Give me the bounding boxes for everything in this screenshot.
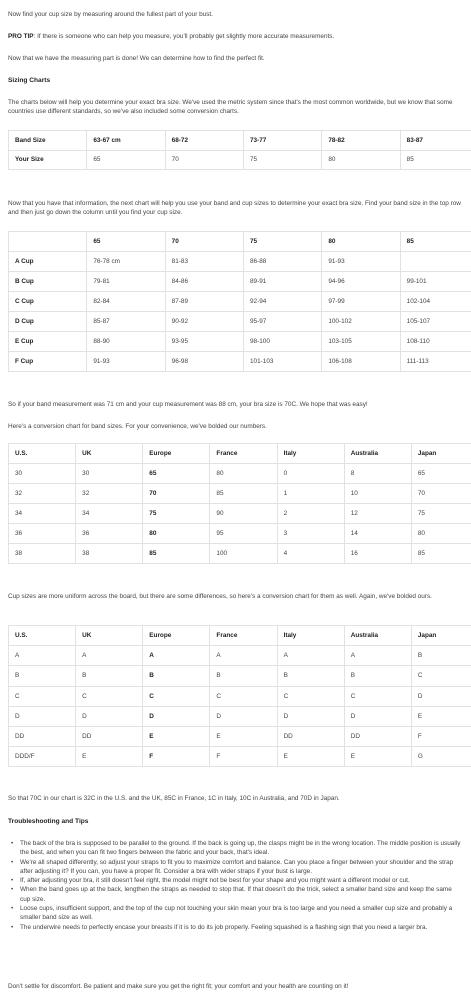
table-cell: 102-104 [400, 292, 471, 312]
cup-conversion-intro: Cup sizes are more uniform across the board, but there are some differences, so here's a conversion chart for them as well. Again, we've bolded ours. [8, 593, 432, 600]
table-cell: 79-81 [87, 272, 165, 292]
table-cell: E [143, 726, 210, 746]
pro-tip-label: PRO TIP [8, 33, 34, 40]
table-cell: 65 [411, 464, 471, 484]
table-header-cell: Japan [411, 444, 471, 464]
table-cell: B [210, 666, 277, 686]
table-cell: A [210, 646, 277, 666]
table-row [9, 726, 471, 746]
band-conversion-intro: Here's a conversion chart for band sizes. For your convenience, we've bolded our numbers. [8, 423, 267, 430]
table-cell: 92-94 [243, 292, 321, 312]
table-cell: 4 [277, 544, 344, 564]
table-cell: A [9, 646, 76, 666]
table-header-cell: Europe [143, 444, 210, 464]
table-header-cell: 70 [165, 232, 243, 252]
table-cell: DD [9, 726, 76, 746]
table-cell: B Cup [9, 272, 87, 292]
table-header-cell: Australia [344, 626, 411, 646]
cup-chart-intro: Now that you have that information, the next chart will help you use your band and cup sizes to determine your exact bra size. Find your band size in the top row and then just go down the column until you find your cup size. [8, 200, 461, 217]
pro-tip-text: : If there is someone who can help you measure, you'll probably get slightly more accurate measurements. [33, 33, 335, 40]
sizing-text: The charts below will help you determine your exact bra size. We've used the metric system since that's the most common worldwide, but we know that some countries use different standards, so we've also included some conversion charts. [8, 99, 453, 116]
table-cell: F [143, 747, 210, 767]
table-cell: C Cup [9, 292, 87, 312]
table-cell: 1 [277, 484, 344, 504]
table-cell: D [411, 686, 471, 706]
table-row [9, 484, 471, 504]
example-text: So if your band measurement was 71 cm and your cup measurement was 88 cm, your bra size is 70C. We hope that was easy! [8, 401, 368, 408]
table-cell: 96-98 [165, 352, 243, 372]
table-cell: E [76, 747, 143, 767]
table-cell: 32 [9, 484, 76, 504]
intro-text-2: Now that we have the measuring part is done! We can determine how to find the perfect fit. [8, 55, 265, 62]
table-cell: 0 [277, 464, 344, 484]
table-row [9, 747, 471, 767]
table-cell: 97-99 [322, 292, 400, 312]
table-cell: B [9, 666, 76, 686]
table-cell: Your Size [9, 150, 87, 170]
tips-list [8, 839, 462, 932]
list-item: • When the band goes up at the back, lengthen the straps as needed to stop that. If that doesn't do the trick, select a smaller band size and keep the same cup size. [8, 885, 462, 904]
table-cell: 87-89 [165, 292, 243, 312]
table-header-cell: 80 [322, 232, 400, 252]
table-cell: 30 [9, 464, 76, 484]
table-cell: 108-110 [400, 332, 471, 352]
table-cell: 10 [344, 484, 411, 504]
table-cell: 3 [277, 524, 344, 544]
table-cell: A [76, 646, 143, 666]
table-cell: 80 [143, 524, 210, 544]
table-cell: D [277, 706, 344, 726]
table-cell: 100-102 [322, 312, 400, 332]
table-cell: B [76, 666, 143, 686]
table-header-cell: Australia [344, 444, 411, 464]
table-cell: 80 [322, 150, 400, 170]
list-item: • The back of the bra is supposed to be parallel to the ground. If the back is going up, the clasps might be in the wrong location. The middle position is usually the best, and when you can fit two fingers between the fabric and your back, that's ideal. [8, 839, 462, 858]
table-row [9, 252, 471, 272]
table-cell: B [344, 666, 411, 686]
table-cell: 95-97 [243, 312, 321, 332]
table-row [9, 646, 471, 666]
table-cell: D [143, 706, 210, 726]
table-cell: 88-90 [87, 332, 165, 352]
table-cell: B [277, 666, 344, 686]
table-cell: 106-108 [322, 352, 400, 372]
table-cell: D [9, 706, 76, 726]
table-cell: G [411, 747, 471, 767]
table-header-cell: UK [76, 626, 143, 646]
cup-size-table [8, 231, 471, 372]
table-cell: 91-93 [87, 352, 165, 372]
table-header-row [9, 444, 471, 464]
band-size-table [8, 130, 471, 170]
table-cell: 8 [344, 464, 411, 484]
table-cell: 98-100 [243, 332, 321, 352]
table-cell: 16 [344, 544, 411, 564]
table-cell: DD [277, 726, 344, 746]
table-cell: 70 [165, 150, 243, 170]
table-row [9, 524, 471, 544]
pro-tip [8, 32, 462, 41]
table-row [9, 686, 471, 706]
table-cell: 85 [400, 150, 471, 170]
cup-conversion-table [8, 625, 471, 767]
table-cell: 65 [143, 464, 210, 484]
table-cell: 94-96 [322, 272, 400, 292]
table-cell: 36 [76, 524, 143, 544]
table-cell: 85 [210, 484, 277, 504]
table-cell: 75 [143, 504, 210, 524]
table-header-cell: 63-67 cm [87, 131, 165, 151]
table-cell: 95 [210, 524, 277, 544]
table-header-cell: 85 [400, 232, 471, 252]
table-row [9, 292, 471, 312]
table-cell: 105-107 [400, 312, 471, 332]
table-cell: 36 [9, 524, 76, 544]
table-cell: A Cup [9, 252, 87, 272]
table-cell: E [277, 747, 344, 767]
table-row [9, 272, 471, 292]
list-item: • The underwire needs to perfectly encase your breasts if it is to do its job properly. Feeling squashed is a flashing sign that you need a larger bra. [8, 923, 462, 932]
closing-text: Don't settle for discomfort. Be patient and make sure you get the right fit; your comfort and your health are counting on it! [8, 983, 349, 990]
table-row [9, 666, 471, 686]
table-header-cell: 78-82 [322, 131, 400, 151]
table-cell: 75 [411, 504, 471, 524]
table-header-cell: France [210, 444, 277, 464]
table-cell: 86-88 [243, 252, 321, 272]
table-header-cell: U.S. [9, 626, 76, 646]
sizing-heading: Sizing Charts [8, 77, 51, 84]
table-cell: F [411, 726, 471, 746]
table-cell: C [76, 686, 143, 706]
table-cell: 111-113 [400, 352, 471, 372]
table-cell: E [344, 747, 411, 767]
table-header-cell [9, 232, 87, 252]
table-cell: E Cup [9, 332, 87, 352]
table-cell: 38 [76, 544, 143, 564]
table-cell: A [277, 646, 344, 666]
table-cell: 34 [9, 504, 76, 524]
table-cell: F Cup [9, 352, 87, 372]
table-cell: 80 [411, 524, 471, 544]
table-row [9, 464, 471, 484]
table-cell: DDD/F [9, 747, 76, 767]
table-cell: C [344, 686, 411, 706]
table-row [9, 504, 471, 524]
table-row [9, 312, 471, 332]
table-row [9, 332, 471, 352]
table-cell: 14 [344, 524, 411, 544]
table-cell: C [277, 686, 344, 706]
table-row [9, 150, 471, 170]
table-header-cell: 73-77 [243, 131, 321, 151]
table-cell: 70 [411, 484, 471, 504]
table-cell: 99-101 [400, 272, 471, 292]
table-cell: C [9, 686, 76, 706]
table-cell: 32 [76, 484, 143, 504]
table-cell: 70 [143, 484, 210, 504]
table-cell: B [411, 646, 471, 666]
table-cell: 34 [76, 504, 143, 524]
table-cell: B [143, 666, 210, 686]
list-item: • If, after adjusting your bra, it still doesn't feel right, the model might not be best for your shape and you might want a different model or cut. [8, 876, 462, 885]
table-cell: 84-86 [165, 272, 243, 292]
table-header-cell: Italy [277, 444, 344, 464]
list-item: • We're all shaped differently, so adjust your straps to fit you to maximize comfort and balance. Can you place a finger between your shoulder and the strap after adjusting it? If you can, you have a proper fit. Consider a bra with wider straps if your bust is large. [8, 858, 462, 877]
table-cell [400, 252, 471, 272]
table-cell: 85 [411, 544, 471, 564]
table-cell: 30 [76, 464, 143, 484]
table-header-cell: Band Size [9, 131, 87, 151]
table-header-cell: Japan [411, 626, 471, 646]
table-cell: 81-83 [165, 252, 243, 272]
table-row [9, 706, 471, 726]
table-cell: E [210, 726, 277, 746]
table-row [9, 352, 471, 372]
table-header-cell: France [210, 626, 277, 646]
summary-text: So that 70C in our chart is 32C in the U.S. and the UK, 85C in France, 1C in Italy, 10C in Australia, and 70D in Japan. [8, 795, 340, 802]
list-item: • Loose cups, insufficient support, and the top of the cup not touching your skin mean your bra is too large and you need a smaller cup size and probably a smaller band size as well. [8, 904, 462, 923]
table-cell: 90 [210, 504, 277, 524]
intro-text-1: Now find your cup size by measuring around the fullest part of your bust. [8, 11, 213, 18]
table-cell: 12 [344, 504, 411, 524]
table-cell: 89-91 [243, 272, 321, 292]
table-cell: D Cup [9, 312, 87, 332]
table-cell: D [210, 706, 277, 726]
table-cell: 93-95 [165, 332, 243, 352]
table-cell: DD [76, 726, 143, 746]
table-cell: A [143, 646, 210, 666]
table-cell: D [76, 706, 143, 726]
table-cell: C [143, 686, 210, 706]
table-header-row [9, 131, 471, 151]
table-cell: 101-103 [243, 352, 321, 372]
table-header-cell: 65 [87, 232, 165, 252]
table-cell: 90-92 [165, 312, 243, 332]
table-cell: 75 [243, 150, 321, 170]
table-header-cell: Europe [143, 626, 210, 646]
table-cell: C [210, 686, 277, 706]
table-header-cell: UK [76, 444, 143, 464]
table-header-cell: 68-72 [165, 131, 243, 151]
table-cell: 76-78 cm [87, 252, 165, 272]
table-cell: 103-105 [322, 332, 400, 352]
table-cell: 91-93 [322, 252, 400, 272]
table-header-row [9, 626, 471, 646]
table-header-cell: 75 [243, 232, 321, 252]
tips-heading: Troubleshooting and Tips [8, 818, 89, 825]
table-cell: D [344, 706, 411, 726]
table-header-row [9, 232, 471, 252]
table-row [9, 544, 471, 564]
table-header-cell: 83-87 [400, 131, 471, 151]
table-header-cell: Italy [277, 626, 344, 646]
table-cell: 65 [87, 150, 165, 170]
table-header-cell: U.S. [9, 444, 76, 464]
table-cell: 80 [210, 464, 277, 484]
table-cell: DD [344, 726, 411, 746]
table-cell: 85 [143, 544, 210, 564]
table-cell: F [210, 747, 277, 767]
table-cell: 100 [210, 544, 277, 564]
table-cell: 38 [9, 544, 76, 564]
table-cell: 82-84 [87, 292, 165, 312]
table-cell: E [411, 706, 471, 726]
table-cell: 85-87 [87, 312, 165, 332]
table-cell: 2 [277, 504, 344, 524]
table-cell: A [344, 646, 411, 666]
table-cell: C [411, 666, 471, 686]
band-conversion-table [8, 443, 471, 564]
